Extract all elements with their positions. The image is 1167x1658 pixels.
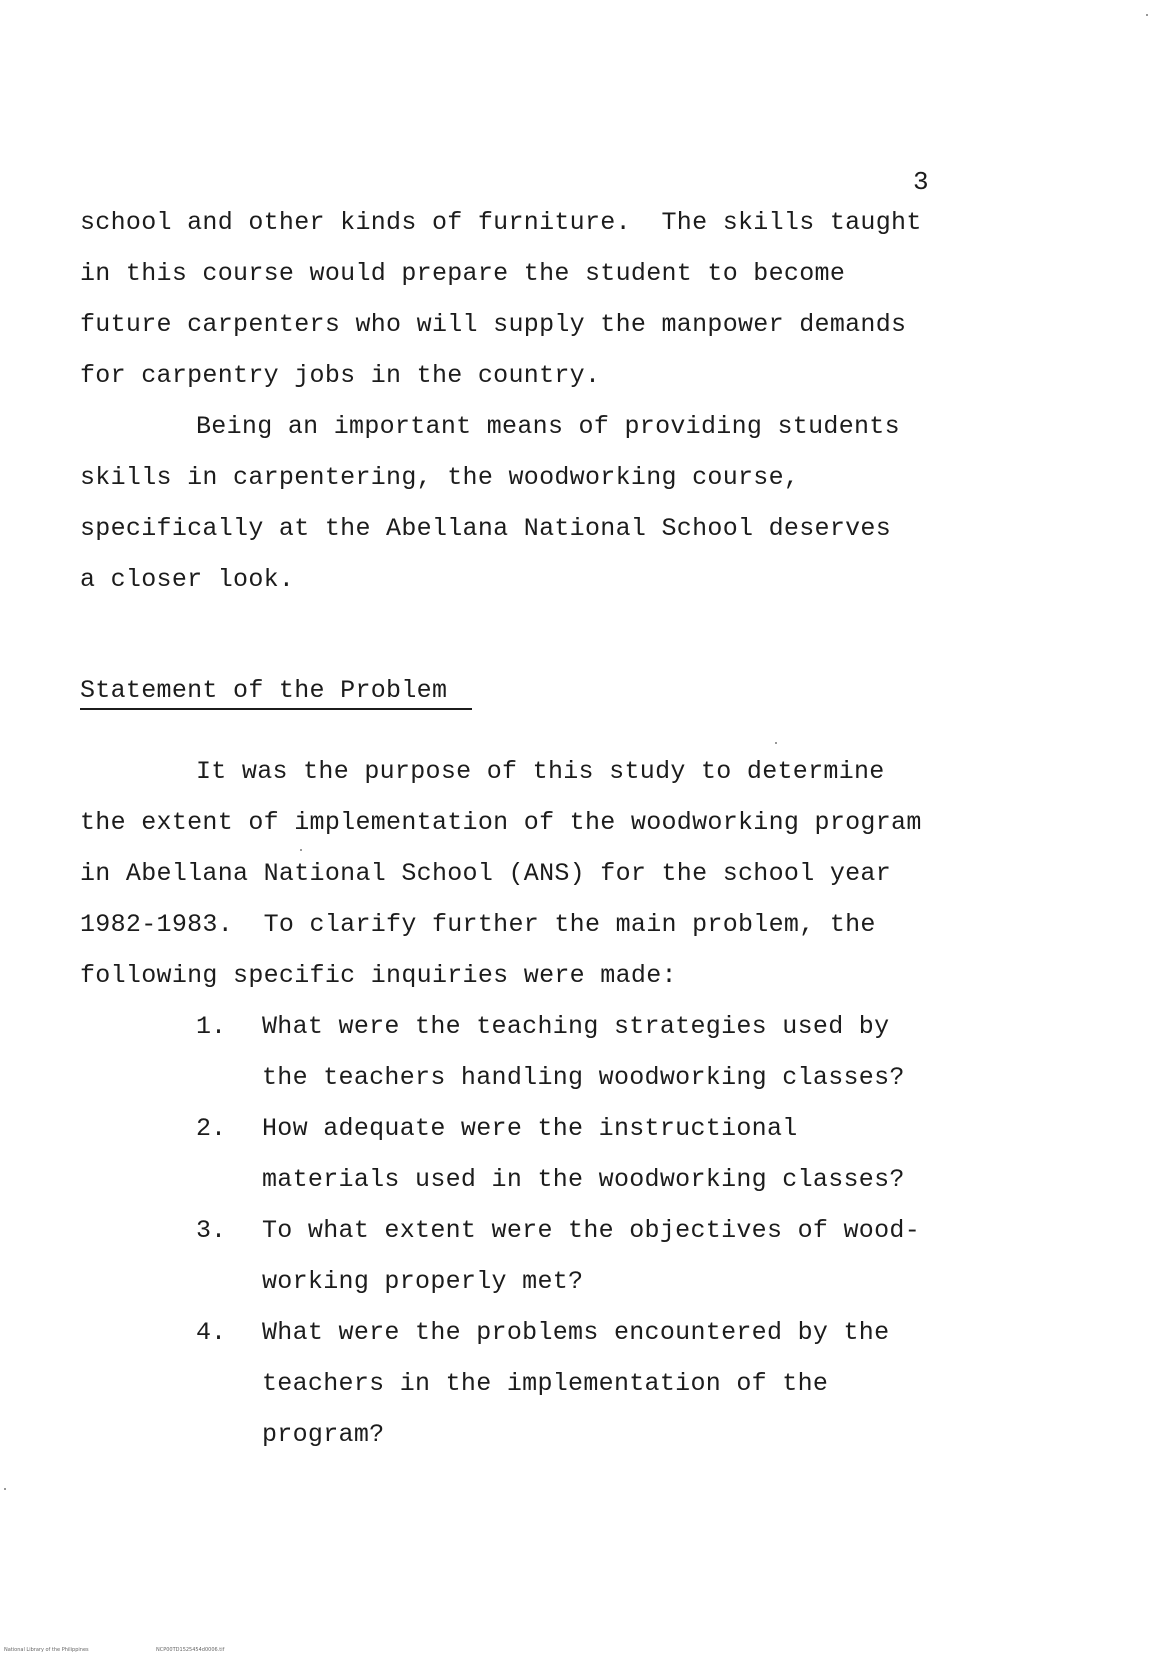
heading-underline xyxy=(80,708,472,710)
scan-speck xyxy=(300,849,302,851)
paragraph-line: in this course would prepare the student to become xyxy=(80,259,846,288)
question-line: materials used in the woodworking classes? xyxy=(262,1165,905,1194)
question-line: working properly met? xyxy=(262,1267,584,1296)
question-line: teachers in the implementation of the xyxy=(262,1369,829,1398)
paragraph-line: the extent of implementation of the woodworking program xyxy=(80,808,922,837)
question-line: What were the problems encountered by the xyxy=(262,1318,890,1347)
question-number: 4. xyxy=(196,1318,227,1347)
paragraph-line: school and other kinds of furniture. The skills taught xyxy=(80,208,922,237)
paragraph-line: in Abellana National School (ANS) for the school year xyxy=(80,859,892,888)
scan-speck xyxy=(4,1488,6,1490)
paragraph-line: skills in carpentering, the woodworking course, xyxy=(80,463,800,492)
paragraph-line: 1982-1983. To clarify further the main problem, the xyxy=(80,910,876,939)
question-number: 2. xyxy=(196,1114,227,1143)
paragraph-line: It was the purpose of this study to determine xyxy=(196,757,885,786)
question-line: What were the teaching strategies used by xyxy=(262,1012,890,1041)
section-heading: Statement of the Problem xyxy=(80,676,448,705)
page-number: 3 xyxy=(913,167,929,197)
paragraph-line: Being an important means of providing students xyxy=(196,412,900,441)
question-line: program? xyxy=(262,1420,385,1449)
paragraph-line: following specific inquiries were made: xyxy=(80,961,677,990)
footer-library: National Library of the Philippines xyxy=(4,1647,89,1653)
question-line: How adequate were the instructional xyxy=(262,1114,798,1143)
paragraph-line: a closer look. xyxy=(80,565,295,594)
question-line: To what extent were the objectives of wood- xyxy=(262,1216,921,1245)
paragraph-line: specifically at the Abellana National School deserves xyxy=(80,514,892,543)
question-number: 3. xyxy=(196,1216,227,1245)
paragraph-line: future carpenters who will supply the manpower demands xyxy=(80,310,907,339)
scan-speck xyxy=(1146,14,1148,16)
footer-code: NCP00TD1525454d0006.tif xyxy=(156,1647,225,1653)
paragraph-line: for carpentry jobs in the country. xyxy=(80,361,601,390)
question-number: 1. xyxy=(196,1012,227,1041)
question-line: the teachers handling woodworking classes? xyxy=(262,1063,905,1092)
scan-speck xyxy=(775,742,777,744)
